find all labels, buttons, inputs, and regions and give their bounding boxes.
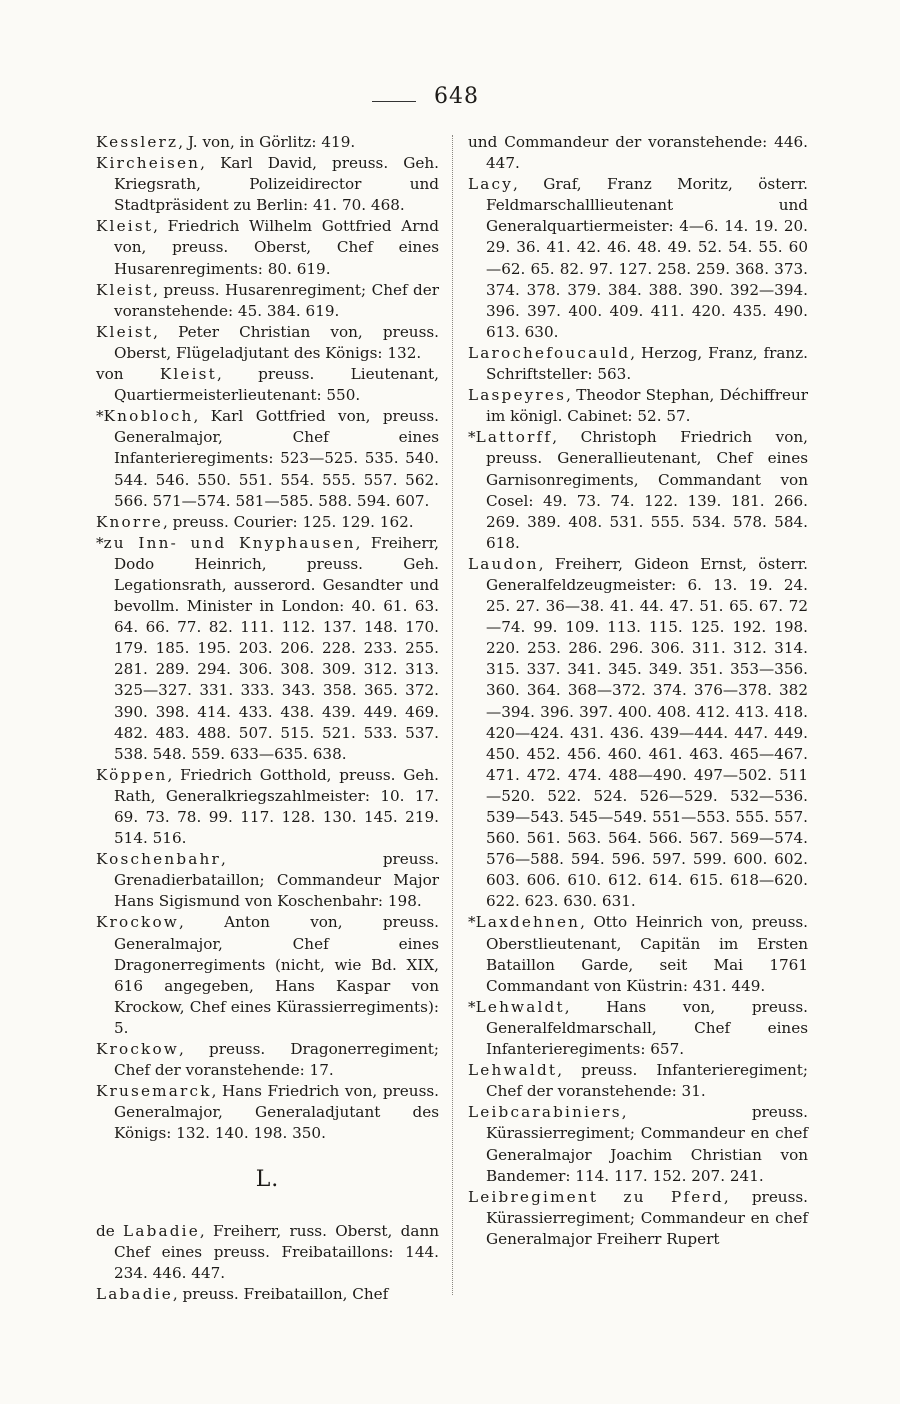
entry-body: , Graf, Franz Moritz, österr. Feldmarschalllieutenant und Generalquartiermeister: 4—6. 14. 19. 20. 29. 36. 41. 42. 46. 48. 49. 52. 54. 55. 60—62. 65. 82. 97. 127. 258. 259. 368. 373. 374. 378. 379. 384. 388. 390. 392—394. 396. 397. 400. 409. 411. 420. 435. 490. 613. 630. <box>486 175 808 341</box>
index-entry <box>96 512 439 533</box>
left-entries-after-letter <box>96 1221 439 1305</box>
index-entry <box>468 1102 808 1186</box>
entry-body: , Hans von, preuss. Generalfeldmarschall, Chef eines Infanterieregiments: 657. <box>486 997 808 1059</box>
entry-heading: Leibregiment zu Pferd <box>468 1187 724 1206</box>
index-entry <box>468 912 808 996</box>
entry-body: , Hans Friedrich von, preuss. Generalmajor, Generaladjutant des Königs: 132. 140. 198. 350. <box>114 1082 439 1143</box>
page-header <box>0 84 900 118</box>
entry-heading: Lehwaldt <box>475 997 565 1016</box>
entry-prefix: von <box>96 365 160 384</box>
index-entry <box>96 322 439 364</box>
entry-body: , Freiherr, russ. Oberst, dann Chef eines preuss. Freibataillons: 144. 234. 446. 447. <box>114 1221 440 1282</box>
entry-heading: Knorre <box>96 512 163 531</box>
index-entry <box>96 765 439 849</box>
section-letter: L. <box>255 1166 280 1192</box>
entry-heading: Kleist <box>96 280 154 299</box>
index-entry <box>468 1187 808 1250</box>
entry-heading: Laxdehnen <box>475 913 581 932</box>
index-entry <box>96 216 439 279</box>
entry-heading: Kircheisen <box>96 154 201 173</box>
entry-star: * <box>96 533 104 552</box>
entry-body: , Karl Gottfried von, preuss. Generalmajor, Chef eines Infanterieregiments: 523—525. 535. 540. 544. 546. 550. 551. 554. 555. 557. 562. 566. 571—574. 581—585. 588. 594. 607. <box>114 407 439 510</box>
entry-body: , Freiherr, Gideon Ernst, österr. Generalfeldzeugmeister: 6. 13. 19. 24. 25. 27. 36—38. 41. 44. 47. 51. 65. 67. 72—74. 99. 109. 113. 115. 125. 192. 198. 220. 253. 286. 296. 306. 311. 312. 314. 315. 337. 341. 345. 349. 351. 353—356. 360. 364. 368—372. 374. 376—378. 382—394. 396. 397. 400. 408. 412. 413. 418. 420—424. 431. 436. 439—444. 447. 449. 450. 452. 456. 460. 461. 463. 465—467. 471. 472. 474. 488—490. 497—502. 511—520. 522. 524. 526—529. 532—536. 539—543. 545—549. 551—553. 555. 557. 560. 561. 563. 564. 566. 567. 569—574. 576—588. 594. 596. 597. 599. 600. 602. 603. 606. 610. 612. 614. 615. 618—620. 622. 623. 630. 631. <box>486 554 808 911</box>
entry-body: , preuss. Kürassierregiment; Commandeur en chef Generalmajor Joachim Christian von Bandemer: 114. 117. 152. 207. 241. <box>486 1103 808 1185</box>
entry-heading: Kleist <box>159 365 217 384</box>
entry-heading: Lacy <box>468 175 514 194</box>
entry-body: , Friedrich Wilhelm Gottfried Arnd von, preuss. Oberst, Chef eines Husarenregiments: 80. 619. <box>114 217 439 278</box>
entry-star: * <box>468 913 476 932</box>
index-entry <box>96 1221 439 1284</box>
entry-heading: Labadie <box>123 1221 200 1240</box>
index-entry <box>96 912 439 1039</box>
index-entry <box>96 153 439 216</box>
index-entry <box>96 1081 439 1144</box>
index-entry <box>468 132 808 174</box>
index-entry <box>96 849 439 912</box>
entry-body: , preuss. Husarenregiment; Chef der voranstehende: 45. 384. 619. <box>114 280 439 320</box>
index-entry <box>96 1039 439 1081</box>
entry-body: , Herzog, Franz, franz. Schriftsteller: 563. <box>486 343 808 384</box>
entry-body: , Peter Christian von, preuss. Oberst, Flügeladjutant des Königs: 132. <box>114 322 439 362</box>
entry-body: , Otto Heinrich von, preuss. Oberstlieutenant, Capitän im Ersten Bataillon Garde, seit Mai 1761 Commandant von Küstrin: 431. 449. <box>486 913 808 995</box>
entry-body: , Anton von, preuss. Generalmajor, Chef eines Dragonerregiments (nicht, wie Bd. XIX, 616 angegeben, Hans Kaspar von Krockow, Chef eines Kürassierregiments): 5. <box>114 913 439 1037</box>
left-column <box>96 132 439 1305</box>
entry-body: , preuss. Infanterieregiment; Chef der voranstehende: 31. <box>486 1061 808 1101</box>
entry-body: , Theodor Stephan, Déchiffreur im königl. Cabinet: 52. 57. <box>486 386 808 426</box>
entry-body: , Friedrich Gotthold, preuss. Geh. Rath, Generalkriegszahlmeister: 10. 17. 69. 73. 78. 99. 117. 128. 130. 145. 219. 514. 516. <box>114 765 439 848</box>
index-entry <box>468 997 808 1060</box>
index-entry <box>468 427 808 554</box>
entry-heading: Labadie <box>96 1284 173 1303</box>
index-entry <box>96 533 439 765</box>
entry-heading: Kleist <box>96 217 154 236</box>
index-entry <box>96 406 439 511</box>
entry-body: , J. von, in Görlitz: 419. <box>178 133 356 151</box>
index-entry <box>468 174 808 343</box>
entry-heading: Kleist <box>96 322 154 341</box>
entry-body: , preuss. Freibataillon, Chef <box>172 1284 389 1303</box>
entry-heading: Laudon <box>468 554 539 573</box>
index-entry <box>468 385 808 427</box>
entry-heading: Köppen <box>96 765 168 784</box>
left-entries <box>96 132 439 1145</box>
entry-heading: Kesslerz <box>96 133 179 151</box>
entry-heading: Larochefoucauld <box>468 343 631 362</box>
entry-heading: Laspeyres <box>468 386 567 405</box>
entry-heading: Krockow <box>96 1040 180 1059</box>
entry-heading: Lattorff <box>475 428 553 447</box>
entry-heading: Krockow <box>96 913 180 932</box>
index-entry <box>468 343 808 385</box>
page-number: 648 <box>434 84 479 109</box>
entry-body: , preuss. Kürassierregiment; Commandeur en chef Generalmajor Freiherr Rupert <box>486 1187 809 1248</box>
entry-body: , Karl David, preuss. Geh. Kriegsrath, Polizeidirector und Stadtpräsident zu Berlin: 41. 70. 468. <box>114 154 439 215</box>
entry-body: , preuss. Lieutenant, Quartiermeisterlieutenant: 550. <box>114 365 439 405</box>
entry-heading: Krusemarck <box>96 1082 212 1101</box>
entry-body: , preuss. Courier: 125. 129. 162. <box>162 512 414 531</box>
entry-star: * <box>468 997 476 1016</box>
entry-body: , Christoph Friedrich von, preuss. Generallieutenant, Chef eines Garnisonregiments, Commandant von Cosel: 49. 73. 74. 122. 139. 181. 266. 269. 389. 408. 531. 555. 534. 578. 584. 618. <box>486 428 808 552</box>
index-entry <box>96 1284 439 1305</box>
index-entry <box>96 280 439 322</box>
entry-star: * <box>96 407 104 426</box>
index-entry <box>468 1060 808 1102</box>
index-entry <box>468 554 808 913</box>
entry-body: und Commandeur der voranstehende: 446. 447. <box>468 133 808 173</box>
entry-body: , preuss. Dragonerregiment; Chef der voranstehende: 17. <box>114 1040 439 1080</box>
entry-body: , preuss. Grenadierbataillon; Commandeur Major Hans Sigismund von Koschenbahr: 198. <box>114 850 439 911</box>
column-divider <box>452 135 453 1295</box>
index-entry <box>96 132 439 153</box>
entry-heading: Leibcarabiniers <box>468 1103 622 1122</box>
entry-heading: Knobloch <box>103 407 194 426</box>
header-rule <box>372 101 416 102</box>
entry-heading: Koschenbahr <box>96 850 221 869</box>
right-column <box>468 132 808 1250</box>
index-entry <box>96 364 439 406</box>
entry-star: * <box>468 428 476 447</box>
right-entries <box>468 132 808 1250</box>
entry-body: , Freiherr, Dodo Heinrich, preuss. Geh. Legationsrath, ausserord. Gesandter und bevollm. Minister in London: 40. 61. 63. 64. 66. 77. 82. 111. 112. 137. 148. 170. 179. 185. 195. 203. 206. 228. 233. 255. 281. 289. 294. 306. 308. 309. 312. 313. 325—327. 331. 333. 343. 358. 365. 372. 390. 398. 414. 433. 438. 439. 449. 469. 482. 483. 488. 507. 515. 521. 533. 537. 538. 548. 559. 633—635. 638. <box>114 533 439 763</box>
entry-heading: zu Inn- und Knyphausen <box>103 533 356 552</box>
entry-prefix: de <box>96 1221 124 1240</box>
entry-heading: Lehwaldt <box>468 1061 558 1080</box>
